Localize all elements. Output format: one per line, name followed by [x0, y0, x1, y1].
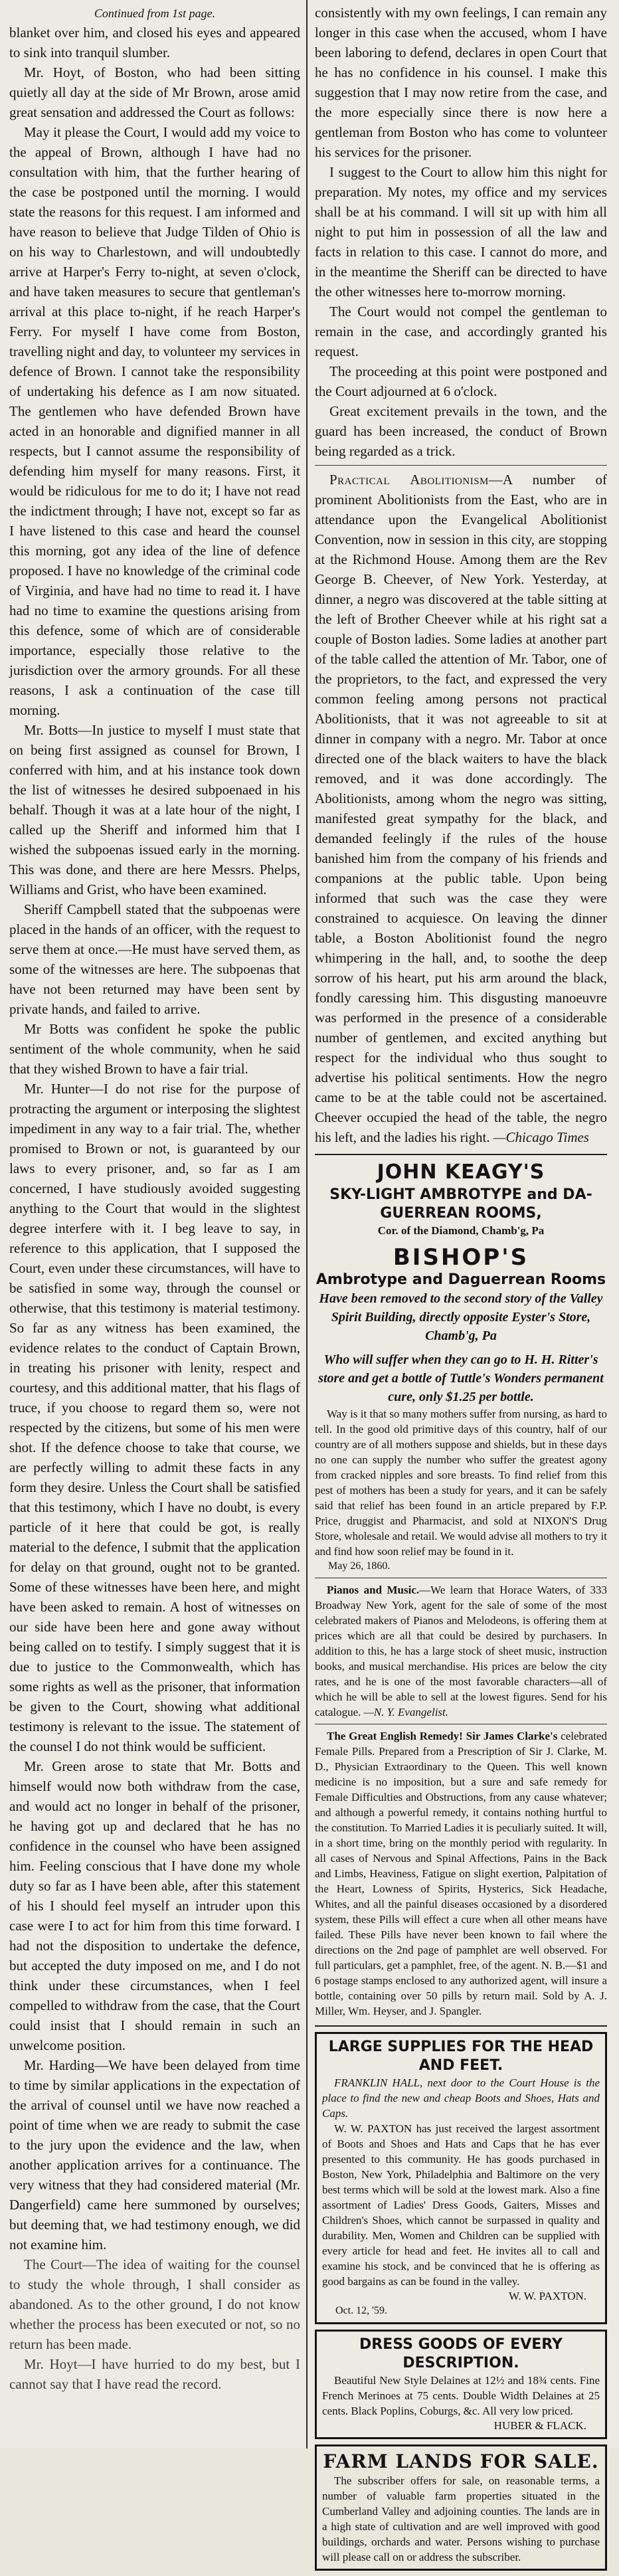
- ad-subtitle: SKY-LIGHT AMBROTYPE and DA-: [329, 1186, 592, 1203]
- ad-signoff: HUBER & FLACK.: [493, 2419, 586, 2432]
- article-title: Practical Abolitionism: [329, 472, 489, 488]
- paragraph: The Court—The idea of waiting for the counsel to study the whole through, I shall consider as abandoned. As to the other ground, I do not know whether the process has been executed or not, so no return has been made.: [9, 2256, 300, 2352]
- ad-emphasis: Who will suffer when they can go to H. H. Ritter's store and get a bottle of Tuttle's Wonders permanent cure, only $1.25 per bottle.: [318, 1352, 604, 1404]
- ad-title: FARM LANDS FOR SALE.: [323, 2450, 599, 2472]
- paragraph: Mr. Green arose to state that Mr. Botts and himself would now both withdraw from the case, and would act no longer in behalf of the prisoner, he having got up and declared that he has no confidence in the counsel who have been assigned him. Feeling conscious that I have done my whole duty so far as I have been able, after this statement of his I should feel myself an intruder upon this case were I to act for him from this time forward. I had not the disposition to undertake the defence, but accepted the duty imposed on me, and I do not think under these circumstances, when I feel compelled to withdraw from the case, that the Court could insist that I should remain in such an unwelcome position.: [9, 1758, 300, 2053]
- paragraph: The Court would not compel the gentleman to remain in the case, and accordingly granted his request.: [315, 304, 607, 359]
- ad-title: DRESS GOODS OF EVERY DESCRIPTION.: [359, 2336, 563, 2371]
- divider: [315, 465, 607, 466]
- ad-lead: Pianos and Music.: [327, 1584, 420, 1596]
- article-credit: —Chicago Times: [493, 1129, 589, 1145]
- advertisement-keagy: [315, 1160, 607, 1574]
- ad-text: The subscriber offers for sale, on reasonable terms, a number of valuable farm properties situated in the Cumberland Valley and adjoining counties. The lands are in a high state of cultivation and are well improved with good buildings, orchards and water. Persons wishing to purchase will please call on or address the subscriber.: [322, 2474, 600, 2563]
- paragraph: Sheriff Campbell stated that the subpoenas were placed in the hands of an officer, with the request to serve them at once.—He must have served them, as some of the witnesses are here. The subpoenas that have not been returned may have been sent by private hands, and failed to arrive.: [9, 901, 300, 1017]
- paragraph: The proceeding at this point were postponed and the Court adjourned at 6 o'clock.: [315, 363, 607, 399]
- paragraph: Mr. Hoyt—I have hurried to do my best, but I cannot say that I have read the record.: [9, 2356, 300, 2392]
- ad-date: Oct. 12, '59.: [335, 2305, 387, 2316]
- paragraph: Mr. Botts—In justice to myself I must state that on being first assigned as counsel for Brown, I conferred with him, and at his instance took down the list of witnesses he desired subpoenaed in his behalf. Though it was at a late hour of the night, I called up the Sheriff and informed him that I wished the subpoenas issued early in the morning. This was done, and there are here Messrs. Phelps, Williams and Grist, who have been examined.: [9, 722, 300, 897]
- article-practical-abolitionism: [315, 470, 607, 1147]
- ad-title: JOHN KEAGY'S: [377, 1160, 545, 1184]
- paragraph: consistently with my own feelings, I can remain any longer in this case when the accused, whom I have been laboring to defend, declares in open Court that he has no confidence in his counsel. I make this suggestion that I may now retire from the case, and the more especially since there is now here a gentleman from Boston who has come to volunteer his services for the prisoner.: [315, 5, 607, 160]
- ad-address: Cor. of the Diamond, Chamb'g, Pa: [377, 1224, 545, 1237]
- paragraph: Mr. Harding—We have been delayed from time to time by similar applications in the expectation of the arrival of counsel until we have now reached a point of time when we are ready to submit the case to the jury upon the evidence and the law, when another application arrives for a continuance. The very witness that they had considered material (Mr. Dangerfield) came here summoned by ourselves; but deeming that, we had testimony enough, we did not examine him.: [9, 2057, 300, 2253]
- ad-text: Beautiful New Style Delaines at 12½ and 18¾ cents. Fine French Merinoes at 75 cents. Double Width Delaines at 25 cents. Black Poplins, Coburgs, &c. All very low priced.: [322, 2374, 600, 2417]
- ad-subtitle: GUERREAN ROOMS,: [380, 1205, 542, 1222]
- ad-subline: FRANKLIN HALL, next door to the Court House is the place to find the new and cheap Boots and Shoes, Hats and Caps.: [322, 2076, 600, 2120]
- advertisement-remedy: [315, 1728, 607, 2019]
- ad-subtitle: Ambrotype and Daguerrean Rooms: [315, 1271, 606, 1288]
- right-column: [315, 0, 607, 2576]
- ad-emphasis: Have been removed to the second story of the Valley Spirit Building, directly opposite Eyster's Store, Chamb'g, Pa: [319, 1291, 603, 1343]
- article-text: —A number of prominent Abolitionists from the East, who are in attendance upon the Evangelical Abolitionist Convention, now in session in this city, are stopping at the Richmond House. Among them are the Rev George B. Cheever, of New York. Yesterday, at dinner, a negro was discovered at the table sitting at the left of Brother Cheever while at his right sat a couple of Boston ladies. Some ladies at another part of the table called the attention of Mr. Tabor, one of the proprietors, to the fact, and expressed the very common feeling among persons not practical Abolitionists, that it was not agreeable to sit at dinner in company with a negro. Mr. Tabor at once directed one of the black waiters to have the black removed, and it was done accordingly. The Abolitionists, among whom the negro was sitting, manifested great sympathy for the black, and demanded feelingly if the rules of the house banished him from the company of his friends and companions at the public table. Upon being informed that such was the case they were constrained to acquiesce. On leaving the dinner table, a Boston Abolitionist found the negro whimpering in the hall, and, to soothe the deep sorrow of his heart, put his arm around the black, fondly caressing him. This disgusting manoeuvre was performed in the presence of a considerable number of gentlemen, and excited anything but respect for the individual who thus sought to advertise his political sentiments. How the negro came to be at the table could not be ascertained. Cheever occupied the head of the table, the negro his left, and the ladies his right.: [315, 472, 607, 1145]
- paragraph: Great excitement prevails in the town, and the guard has been increased, the conduct of Brown being regarded as a trick.: [315, 403, 607, 459]
- advertisement-dress-goods: [315, 2330, 607, 2439]
- advertisement-pianos: [315, 1582, 607, 1720]
- divider: [315, 2025, 607, 2027]
- ad-text: Way is it that so many mothers suffer from nursing, as hard to tell. In the good old primitive days of this country, half of our country are of all mothers suppose and shields, but in these days no one can supply the number who suffer the greatest agony from cracked nipples and sore breasts. To find relief from this pest of mothers has been a study for years, and it can be safely said that relief has been found in an article prepared by F.P. Price, druggist and Pharmacist, and sold at NIXON'S Drug Store, wholesale and retail. We would advise all mothers to try it and find how soon relief may be found in it.: [315, 1408, 607, 1558]
- advertisement-paxton: [315, 2032, 607, 2324]
- paragraph: May it please the Court, I would add my voice to the appeal of Brown, although I have had no consultation with him, that the further hearing of the case be postponed until the morning. I would state the reasons for this request. I am informed and have reason to believe that Judge Tilden of Ohio is on his way to Charlestown, and will undoubtedly arrive at Harper's Ferry to-night, at seven o'clock, and have taken measures to secure that gentleman's arrival at this place to-night, if he reach Harper's Ferry. For myself I have come from Boston, travelling night and day, to volunteer my services in defence of Brown. I cannot take the responsibility of undertaking his defence as I am now situated. The gentlemen who have defended Brown have acted in an honorable and dignified manner in all respects, but I cannot assume the responsibility of defending him myself for many reasons. First, it would be ridiculous for me to do it; I have not read the indictment through; I have not, except so far as I have listened to this case and heard the counsel this morning, got any idea of the line of defence proposed. I have no knowledge of the criminal code of Virginia, and have had no time to read it. I have had no time to examine the questions arising from this defence, some of which are of considerable importance, especially those relative to the jurisdiction over the armory grounds. For all these reasons, I ask a continuation of the case till morning.: [9, 124, 300, 718]
- ad-credit: —N. Y. Evangelist.: [363, 1706, 448, 1718]
- paragraph: Mr Botts was confident he spoke the public sentiment of the whole community, when he said that they wished Brown to have a fair trial.: [9, 1021, 300, 1077]
- ad-signoff: W. W. PAXTON.: [509, 2290, 586, 2302]
- paragraph: Mr. Hoyt, of Boston, who had been sitting quietly all day at the side of Mr Brown, arose amid great sensation and addressed the Court as follows:: [9, 64, 300, 120]
- ad-headline: BISHOP'S: [393, 1244, 529, 1271]
- column-divider: [306, 0, 308, 2448]
- left-column: [9, 0, 300, 2394]
- advertisement-farm-lands: [315, 2444, 607, 2571]
- paragraph: Mr. Hunter—I do not rise for the purpose of protracting the argument or interposing the slightest impediment in any way to a fair trial. The, whether promised to Brown or not, is guaranteed by our laws to every prisoner, and, so far as I am concerned, I have studiously avoided suggesting anything to the Court that would in the slightest degree interfere with it. I beg leave to say, in reference to this application, that I supposed the Court, even under these circumstances, will have to be satisfied in some way, through the counsel or otherwise, that this testimony is material testimony. So far as any witness has been examined, the evidence relates to the conduct of Captain Brown, in treating his prisoner with lenity, respect and courtesy, and this additional matter, that his flags of truce, if you choose to regard them so, were not respected by the citizens, but some of his men were shot. If the defence choose to take that course, we are perfectly willing to admit these facts in any form they desire. Unless the Court shall be satisfied that this testimony, which I have no doubt, is every particle of it here that could be got, is really material to the defence, I submit that the application for delay on that ground, ought not to be granted. Some of these witnesses have been here, and might have been asked to remain. A host of witnesses on our side have been here and gone away without being called on to testify. I simply suggest that it is due to justice to the Commonwealth, which has some rights as well as the prisoner, that information be given to the Court, showing what additional testimony is relevant to the issue. The statement of the counsel I do not think would be sufficient.: [9, 1081, 300, 1754]
- continued-header: Continued from 1st page.: [94, 7, 216, 20]
- ad-text: W. W. PAXTON has just received the largest assortment of Boots and Shoes and Hats and Caps that he has ever presented to this community. He has goods purchased in Boston, New York, Philadelphia and Baltimore on the very best terms which will be sold at the lowest mark. Also a fine assortment of Ladies' Dress Goods, Gaiters, Misses and Children's Shoes, which cannot be surpassed in quality and durability. Men, Women and Children can be supplied with every article for head and feet. He invites all to call and examine his stock, and be convinced that he is offering as good bargains as can be found in the valley.: [322, 2122, 600, 2288]
- divider: [315, 1154, 607, 1155]
- paragraph: I suggest to the Court to allow him this night for preparation. My notes, my office and my services shall be at his command. I will sit up with him all night to put him in possession of all the law and facts in relation to this case. I cannot do more, and in the meantime the Sheriff can be directed to have the other witnesses here to-morrow morning.: [315, 164, 607, 300]
- ad-text: —We learn that Horace Waters, of 333 Broadway New York, agent for the sale of some of the most celebrated makers of Pianos and Melodeons, is offering them at prices which are all that could be desired by purchasers. In addition to this, he has a large stock of sheet music, instruction books, and musical merchandise. His prices are below the city rates, and he is one of the most favorable characters—all of which he will be able to sell at the lowest figures. Send for his catalogue.: [315, 1584, 607, 1718]
- intro-paragraph: blanket over him, and closed his eyes and appeared to sink into tranquil slumber.: [9, 25, 300, 60]
- ad-title: LARGE SUPPLIES FOR THE HEAD AND FEET.: [328, 2039, 594, 2074]
- ad-date: May 26, 1860.: [328, 1560, 391, 1572]
- ad-text: celebrated Female Pills. Prepared from a Prescription of Sir J. Clarke, M. D., Physician Extraordinary to the Queen. This well known medicine is no imposition, but a sure and safe remedy for Female Difficulties and Obstructions, from any cause whatever; and although a powerful remedy, it contains nothing hurtful to the constitution. To Married Ladies it is peculiarly suited. It will, in a short time, bring on the monthly period with regularity. In all cases of Nervous and Spinal Affections, Pains in the Back and Limbs, Heaviness, Fatigue on slight exertion, Palpitation of the Heart, Lowness of Spirits, Hysterics, Sick Headache, Whites, and all the painful diseases occasioned by a disordered system, these Pills will effect a cure when all other means have failed. These Pills have never been known to fail where the directions on the 2nd page of pamphlet are well observed. For full particulars, get a pamphlet, free, of the agent. N. B.—$1 and 6 postage stamps enclosed to any authorized agent, will insure a bottle, containing over 50 pills by return mail. Sold by A. J. Miller, Wm. Heyser, and J. Spangler.: [315, 1730, 607, 2017]
- ad-lead: The Great English Remedy! Sir James Clarke's: [327, 1730, 558, 1742]
